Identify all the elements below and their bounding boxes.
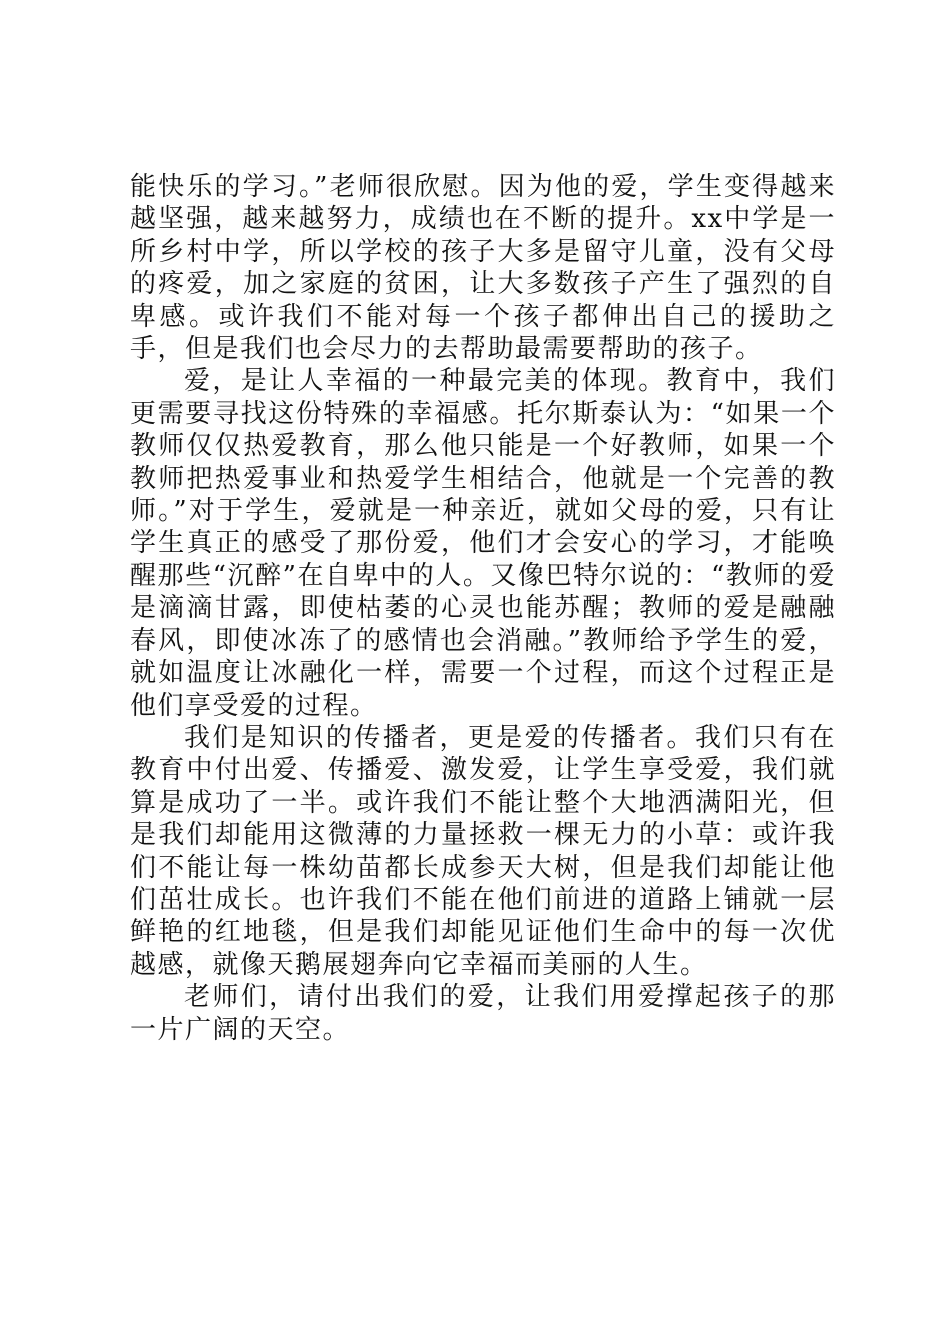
document-body (130, 171, 836, 1046)
paragraph-4: 老师们，请付出我们的爱，让我们用爱撑起孩子的那一片广阔的天空。 (130, 982, 836, 1045)
paragraph-1: 能快乐的学习。”老师很欣慰。因为他的爱，学生变得越来越坚强，越来越努力，成绩也在不断的提升。xx中学是一所乡村中学，所以学校的孩子大多是留守儿童，没有父母的疼爱，加之家庭的贫困，让大多数孩子产生了强烈的自卑感。或许我们不能对每一个孩子都伸出自己的援助之手，但是我们也会尽力的去帮助最需要帮助的孩子。 (130, 172, 836, 365)
paragraph-2: 爱，是让人幸福的一种最完美的体现。教育中，我们更需要寻找这份特殊的幸福感。托尔斯泰认为：“如果一个教师仅仅热爱教育，那么他只能是一个好教师，如果一个教师把热爱事业和热爱学生相结合，他就是一个完善的教师。”对于学生，爱就是一种亲近，就如父母的爱，只有让学生真正的感受了那份爱，他们才会安心的学习，才能唤醒那些“沉醉”在自卑中的人。又像巴特尔说的：“教师的爱是滴滴甘露，即使枯萎的心灵也能苏醒；教师的爱是融融春风，即使冰冻了的感情也会消融。”教师给予学生的爱，就如温度让冰融化一样，需要一个过程，而这个过程正是他们享受爱的过程。 (130, 366, 836, 721)
paragraph-3: 我们是知识的传播者，更是爱的传播者。我们只有在教育中付出爱、传播爱、激发爱，让学生享受爱，我们就算是成功了一半。或许我们不能让整个大地洒满阳光，但是我们却能用这微薄的力量拯救一棵无力的小草：或许我们不能让每一株幼苗都长成参天大树，但是我们却能让他们茁壮成长。也许我们不能在他们前进的道路上铺就一层鲜艳的红地毯，但是我们却能见证他们生命中的每一次优越感，就像天鹅展翅奔向它幸福而美丽的人生。 (130, 722, 836, 980)
